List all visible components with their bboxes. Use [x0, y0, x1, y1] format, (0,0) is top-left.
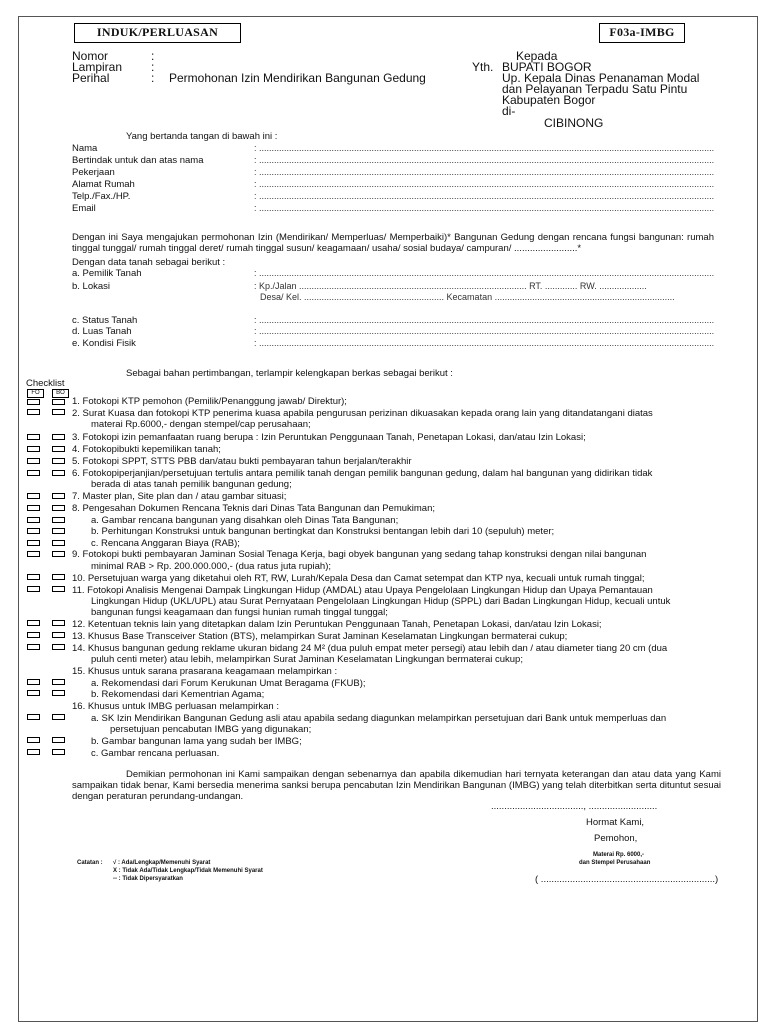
perihal-colon: : — [151, 71, 155, 85]
closing-paragraph: Demikian permohonan ini Kami sampaikan dengan sebenarnya dan apabila dikemudian hari ternyata keterangan dan atau data yang Kami sampaikan tidak benar, Kami bersedia menerima sanksi berupa pencabutan Izin Mendirikan Bangunan (IMBG) yang telah diterbitkan serta dituntut sesuai dengan peraturan perundang-undangan. — [72, 769, 721, 802]
attachment-item: 15. Khusus untuk sarana prasarana keagamaan melampirkan : — [72, 666, 338, 677]
name-field[interactable]: : ...................................................................................................................................................................................... — [254, 143, 714, 153]
land-owner-label: a. Pemilik Tanah — [72, 268, 142, 279]
field-label: Pekerjaan — [72, 167, 115, 178]
field-label: Bertindak untuk dan atas nama — [72, 155, 204, 166]
stamp-note-2: dan Stempel Perusahaan — [579, 860, 651, 866]
bo-checkbox[interactable] — [52, 434, 65, 440]
field-label: Telp./Fax./HP. — [72, 191, 131, 202]
land-intro: Dengan data tanah sebagai berikut : — [72, 257, 226, 268]
fo-checkbox[interactable] — [27, 679, 40, 685]
bo-checkbox[interactable] — [52, 409, 65, 415]
recipient-line-4: Kabupaten Bogor — [502, 93, 596, 107]
bo-checkbox[interactable] — [52, 470, 65, 476]
attachment-item-cont: Lingkungan Hidup (UKL/UPL) atau Surat Pernyataan Pengelolaan Lingkungan Hidup (SPPL) dari Badan Lingkungan Hidup, kecuali untuk — [91, 596, 671, 607]
legend-row-x: X : Tidak Ada/Tidak Lengkap/Tidak Memenuhi Syarat — [113, 868, 263, 874]
land-area-label: d. Luas Tanah — [72, 326, 132, 337]
stamp-note-1: Materai Rp. 6000,- — [593, 852, 645, 858]
bo-checkbox[interactable] — [52, 540, 65, 546]
bo-checkbox[interactable] — [52, 679, 65, 685]
form-code-box: F03a-IMBG — [599, 23, 685, 43]
fo-checkbox[interactable] — [27, 551, 40, 557]
attachment-item-cont: bangunan fungsi keagamaan dan fungsi hunian rumah tinggal tunggal; — [91, 607, 388, 618]
bo-checkbox[interactable] — [52, 528, 65, 534]
attachment-item: 13. Khusus Base Transceiver Station (BTS), melampirkan Surat Jaminan Keselamatan Lingkungan bermaterai cukup; — [72, 631, 568, 642]
location-street-field[interactable]: : Kp./Jalan ........................................................................................... RT. ............. RW. ................... — [254, 281, 647, 291]
attachment-item: 14. Khusus bangunan gedung reklame ukuran bidang 24 M² (dua puluh empat meter persegi) atau lebih dan / atau diameter tiang 20 cm (dua — [72, 643, 668, 654]
fo-checkbox[interactable] — [27, 528, 40, 534]
fo-checkbox[interactable] — [27, 632, 40, 638]
legend-row-dash: -- : Tidak Dipersyaratkan — [113, 876, 183, 882]
bo-checkbox[interactable] — [52, 586, 65, 592]
location-village-field[interactable]: Desa/ Kel. ........................................................ Kecamatan ........................................................................ — [260, 292, 675, 302]
occupation-field[interactable]: : ...................................................................................................................................................................................... — [254, 167, 714, 177]
nomor-colon: : — [151, 49, 155, 63]
fo-checkbox[interactable] — [27, 409, 40, 415]
yth-label: Yth. — [472, 60, 494, 74]
bo-checkbox[interactable] — [52, 399, 65, 405]
recipient-line-1: BUPATI BOGOR — [502, 60, 592, 74]
fo-checkbox[interactable] — [27, 644, 40, 650]
attachment-item: 5. Fotokopi SPPT, STTS PBB dan/atau bukti pembayaran tahun berjalan/terakhir — [72, 456, 412, 467]
bo-checkbox[interactable] — [52, 505, 65, 511]
attachment-item: 10. Persetujuan warga yang diketahui oleh RT, RW, Lurah/Kepala Desa dan Camat setempat dan KTP nya, kecuali untuk rumah tinggal; — [72, 573, 645, 584]
bo-checkbox[interactable] — [52, 517, 65, 523]
bo-checkbox[interactable] — [52, 458, 65, 464]
fo-checkbox[interactable] — [27, 574, 40, 580]
attachments-intro: Sebagai bahan pertimbangan, terlampir kelengkapan berkas sebagai berikut : — [126, 368, 453, 379]
attachment-item: 8. Pengesahan Dokumen Rencana Teknis dari Dinas Tata Bangunan dan Pemukiman; — [72, 503, 435, 514]
lampiran-label: Lampiran — [72, 60, 123, 74]
fo-checkbox[interactable] — [27, 749, 40, 755]
attachment-subitem: c. Rencana Anggaran Biaya (RAB); — [91, 538, 240, 549]
physical-condition-field[interactable]: : ...................................................................................................................................................................................... — [254, 338, 714, 348]
attachment-subitem: b. Gambar bangunan lama yang sudah ber IMBG; — [91, 736, 302, 747]
home-address-field[interactable]: : ...................................................................................................................................................................................... — [254, 179, 714, 189]
bo-checkbox[interactable] — [52, 574, 65, 580]
attachment-item: 1. Fotokopi KTP pemohon (Pemilik/Penanggung jawab/ Direktur); — [72, 396, 347, 407]
date-place-field[interactable]: ..................................., .......................... — [491, 801, 658, 812]
fo-checkbox[interactable] — [27, 399, 40, 405]
applicant-label: Pemohon, — [594, 833, 638, 844]
attachment-subitem: a. Rekomendasi dari Forum Kerukunan Umat Beragama (FKUB); — [91, 678, 366, 689]
checklist-label: Checklist — [26, 378, 65, 389]
fo-checkbox[interactable] — [27, 737, 40, 743]
attachment-item: 2. Surat Kuasa dan fotokopi KTP penerima kuasa apabila pengurusan perizinan dikuasakan kepada orang lain yang ditandatangani diatas — [72, 408, 653, 419]
fo-checkbox[interactable] — [27, 714, 40, 720]
applicant-intro: Yang bertanda tangan di bawah ini : — [126, 131, 278, 142]
field-label: Nama — [72, 143, 98, 154]
bo-checkbox[interactable] — [52, 632, 65, 638]
bo-checkbox[interactable] — [52, 737, 65, 743]
representing-field[interactable]: : ...................................................................................................................................................................................... — [254, 155, 714, 165]
land-status-field[interactable]: : ...................................................................................................................................................................................... — [254, 315, 714, 325]
kepada-label: Kepada — [516, 49, 558, 63]
recipient-line-3: dan Pelayanan Terpadu Satu Pintu — [502, 82, 688, 96]
attachment-item-cont: puluh centi meter) atau lebih, melampirkan Surat Jaminan Keselamatan Lingkungan bermaterai cukup; — [91, 654, 523, 665]
attachment-subitem: b. Perhitungan Konstruksi untuk bangunan bertingkat dan Konstruksi bentangan lebih dari 10 (sepuluh) meter; — [91, 526, 555, 537]
regards-label: Hormat Kami, — [586, 817, 645, 828]
land-area-field[interactable]: : ...................................................................................................................................................................................... — [254, 326, 714, 336]
bo-checkbox[interactable] — [52, 749, 65, 755]
attachment-item-cont: minimal RAB > Rp. 200.000.000,- (dua ratus juta rupiah); — [91, 561, 332, 572]
attachment-item-cont: berada di atas tanah pemilik bangunan gedung; — [91, 479, 292, 490]
bo-checkbox[interactable] — [52, 690, 65, 696]
attachment-item: 12. Ketentuan teknis lain yang ditetapkan dalam Izin Peruntukan Penggunaan Tanah, Penetapan Lokasi, dan/atau Izin Lokasi; — [72, 619, 602, 630]
attachment-item-cont: materai Rp.6000,- dengan stempel/cap perusahaan; — [91, 419, 311, 430]
legend-row-check: √ : Ada/Lengkap/Memenuhi Syarat — [113, 860, 211, 866]
recipient-line-6: CIBINONG — [544, 116, 604, 130]
fo-checkbox[interactable] — [27, 540, 40, 546]
fo-checkbox[interactable] — [27, 470, 40, 476]
fo-checkbox[interactable] — [27, 620, 40, 626]
perihal-value: Permohonan Izin Mendirikan Bangunan Gedung — [169, 71, 426, 85]
land-owner-field[interactable]: : ...................................................................................................................................................................................... — [254, 268, 714, 278]
bo-checkbox[interactable] — [52, 446, 65, 452]
field-label: Email — [72, 203, 96, 214]
fo-checkbox[interactable] — [27, 505, 40, 511]
attachment-item: 3. Fotokopi izin pemanfaatan ruang berupa : Izin Peruntukan Penggunaan Tanah, Penetapan Lokasi, dan/atau Izin Lokasi; — [72, 432, 586, 443]
attachment-item: 9. Fotokopi bukti pembayaran Jaminan Sosial Tenaga Kerja, bagi obyek bangunan yang sedang tahap konstruksi dengan nilai bangunan — [72, 549, 647, 560]
fo-checkbox[interactable] — [27, 586, 40, 592]
fo-checkbox[interactable] — [27, 446, 40, 452]
attachment-subitem: a. SK Izin Mendirikan Bangunan Gedung asli atau apabila sedang diagunkan melampirkan persetujuan dari Bank untuk memperluas dan — [91, 713, 667, 724]
attachment-item: 6. Fotokopiperjanjian/persetujuan tertulis antara pemilik tanah dengan pemilik bangunan gedung, dalam hal bangunan yang didirikan tidak — [72, 468, 653, 479]
request-paragraph: Dengan ini Saya mengajukan permohonan Izin (Mendirikan/ Memperluas/ Memperbaiki)* Bangunan Gedung dengan rencana fungsi bangunan: rumah tinggal tunggal/ rumah tinggal deret/ rumah tinggal susun/ keagamaan/ usaha/ sosial budaya/ campuran/ ........................* — [72, 232, 714, 254]
attachment-subitem: a. Gambar rencana bangunan yang disahkan oleh Dinas Tata Bangunan; — [91, 515, 399, 526]
location-label: b. Lokasi — [72, 281, 111, 292]
bo-checkbox[interactable] — [52, 493, 65, 499]
attachment-item: 16. Khusus untuk IMBG perluasan melampirkan : — [72, 701, 279, 712]
attachment-item: 4. Fotokopibukti kepemilikan tanah; — [72, 444, 221, 455]
form-title-box: INDUK/PERLUASAN — [74, 23, 241, 43]
fo-column-label: FO — [27, 389, 44, 398]
attachment-item: 11. Fotokopi Analisis Mengenai Dampak Lingkungan Hidup (AMDAL) atau Upaya Pengelolaan Lingkungan Hidup dan Upaya Pemantauan — [72, 585, 653, 596]
lampiran-colon: : — [151, 60, 155, 74]
attachment-subitem: b. Rekomendasi dari Kementrian Agama; — [91, 689, 265, 700]
signature-field[interactable]: ( ..................................................................) — [535, 874, 719, 885]
bo-checkbox[interactable] — [52, 551, 65, 557]
fo-checkbox[interactable] — [27, 493, 40, 499]
bo-checkbox[interactable] — [52, 714, 65, 720]
land-status-label: c. Status Tanah — [72, 315, 138, 326]
phone-field[interactable]: : ...................................................................................................................................................................................... — [254, 191, 714, 201]
attachment-subitem: c. Gambar rencana perluasan. — [91, 748, 220, 759]
fo-checkbox[interactable] — [27, 690, 40, 696]
attachment-subitem-cont: persetujuan pencabutan IMBG yang digunakan; — [110, 724, 312, 735]
attachment-item: 7. Master plan, Site plan dan / atau gambar situasi; — [72, 491, 287, 502]
perihal-label: Perihal — [72, 71, 110, 85]
bo-column-label: BO — [52, 389, 69, 398]
bo-checkbox[interactable] — [52, 644, 65, 650]
recipient-line-5: di- — [502, 104, 516, 118]
physical-condition-label: e. Kondisi Fisik — [72, 338, 136, 349]
field-label: Alamat Rumah — [72, 179, 135, 190]
legend-title: Catatan : — [77, 860, 103, 866]
fo-checkbox[interactable] — [27, 458, 40, 464]
fo-checkbox[interactable] — [27, 434, 40, 440]
nomor-label: Nomor — [72, 49, 109, 63]
recipient-line-2: Up. Kepala Dinas Penanaman Modal — [502, 71, 700, 85]
email-field[interactable]: : ...................................................................................................................................................................................... — [254, 203, 714, 213]
fo-checkbox[interactable] — [27, 517, 40, 523]
bo-checkbox[interactable] — [52, 620, 65, 626]
